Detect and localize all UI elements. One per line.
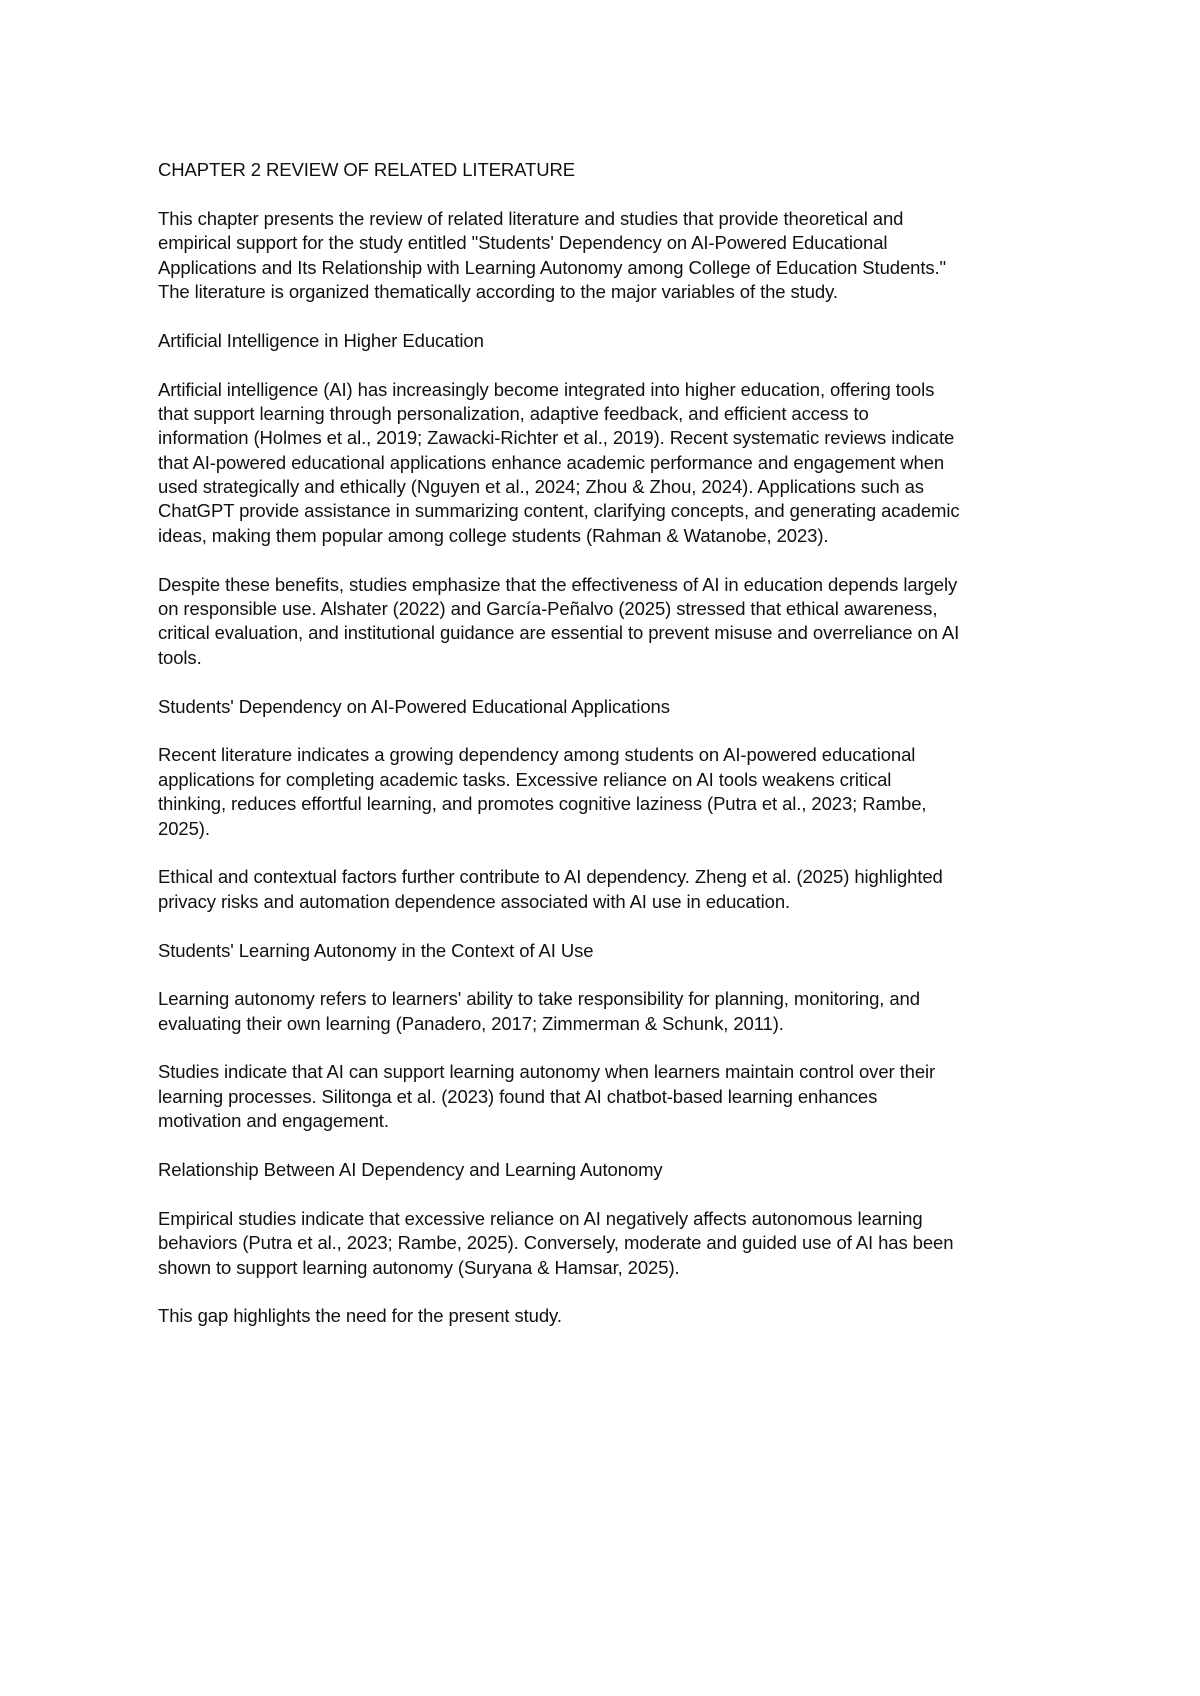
section-heading-text: Artificial Intelligence in Higher Education: [158, 329, 484, 351]
paragraph-line: learning processes. Silitonga et al. (2023) found that AI chatbot-based learning enhances: [158, 1085, 878, 1107]
paragraph-spacer: [158, 304, 1058, 328]
paragraph-line: on responsible use. Alshater (2022) and García-Peñalvo (2025) stressed that ethical awareness,: [158, 598, 938, 620]
paragraph-spacer: [158, 1134, 1058, 1158]
paragraph-spacer: [158, 353, 1058, 377]
paragraph-line: Artificial intelligence (AI) has increasingly become integrated into higher education, offering tools: [158, 378, 935, 400]
paragraph-line: Studies indicate that AI can support learning autonomy when learners maintain control over their: [158, 1061, 936, 1083]
paragraph-spacer: [158, 1280, 1058, 1304]
paragraph-spacer: [158, 914, 1058, 938]
paragraph-line: shown to support learning autonomy (Suryana & Hamsar, 2025).: [158, 1256, 680, 1278]
paragraph-spacer: [158, 1182, 1058, 1206]
paragraph-spacer: [158, 548, 1058, 572]
body-paragraph: [158, 743, 1058, 841]
document-body: [158, 158, 1058, 1329]
paragraph-line: ChatGPT provide assistance in summarizing content, clarifying concepts, and generating academic: [158, 500, 960, 522]
body-paragraph: [158, 1207, 1058, 1280]
body-paragraph: [158, 207, 1058, 305]
paragraph-line: behaviors (Putra et al., 2023; Rambe, 2025). Conversely, moderate and guided use of AI has been: [158, 1232, 954, 1254]
body-paragraph: [158, 987, 1058, 1036]
paragraph-line: Empirical studies indicate that excessive reliance on AI negatively affects autonomous learning: [158, 1207, 923, 1229]
paragraph-line: ideas, making them popular among college students (Rahman & Watanobe, 2023).: [158, 524, 829, 546]
section-heading: [158, 329, 1058, 353]
paragraph-line: The literature is organized thematically according to the major variables of the study.: [158, 280, 838, 302]
paragraph-line: tools.: [158, 646, 202, 668]
paragraph-line: This chapter presents the review of related literature and studies that provide theoretical and: [158, 207, 904, 229]
body-paragraph: [158, 573, 1058, 671]
paragraph-line: critical evaluation, and institutional guidance are essential to prevent misuse and overreliance on AI: [158, 622, 960, 644]
chapter-title: CHAPTER 2 REVIEW OF RELATED LITERATURE: [158, 159, 575, 180]
paragraph-line: evaluating their own learning (Panadero, 2017; Zimmerman & Schunk, 2011).: [158, 1012, 784, 1034]
paragraph-line: Applications and Its Relationship with Learning Autonomy among College of Education Students.": [158, 256, 947, 278]
body-paragraph: [158, 865, 1058, 914]
body-paragraph: [158, 1060, 1058, 1133]
paragraph-line: Despite these benefits, studies emphasize that the effectiveness of AI in education depends largely: [158, 573, 958, 595]
paragraph-spacer: [158, 1036, 1058, 1060]
paragraph-line: Recent literature indicates a growing dependency among students on AI-powered educational: [158, 744, 916, 766]
paragraph-line: motivation and engagement.: [158, 1110, 389, 1132]
section-heading-text: Students' Dependency on AI-Powered Educational Applications: [158, 695, 670, 717]
body-paragraph: [158, 1304, 1058, 1328]
paragraph-line: applications for completing academic tasks. Excessive reliance on AI tools weakens critical: [158, 768, 892, 790]
paragraph-spacer: [158, 670, 1058, 694]
paragraph-line: 2025).: [158, 817, 210, 839]
section-heading-text: Students' Learning Autonomy in the Context of AI Use: [158, 939, 594, 961]
section-heading-text: Relationship Between AI Dependency and Learning Autonomy: [158, 1159, 663, 1181]
paragraph-line: empirical support for the study entitled "Students' Dependency on AI-Powered Educational: [158, 232, 888, 254]
paragraph-spacer: [158, 182, 1058, 206]
paragraph-line: This gap highlights the need for the present study.: [158, 1305, 562, 1327]
paragraph-spacer: [158, 963, 1058, 987]
paragraph-line: privacy risks and automation dependence associated with AI use in education.: [158, 890, 791, 912]
section-heading: [158, 695, 1058, 719]
paragraph-spacer: [158, 719, 1058, 743]
section-heading: [158, 1158, 1058, 1182]
paragraph-spacer: [158, 841, 1058, 865]
paragraph-line: Ethical and contextual factors further contribute to AI dependency. Zheng et al. (2025) highlighted: [158, 866, 943, 888]
paragraph-line: that AI-powered educational applications enhance academic performance and engagement when: [158, 451, 945, 473]
paragraph-line: information (Holmes et al., 2019; Zawacki-Richter et al., 2019). Recent systematic reviews indicate: [158, 427, 955, 449]
body-paragraph: [158, 378, 1058, 549]
paragraph-line: thinking, reduces effortful learning, and promotes cognitive laziness (Putra et al., 2023; Rambe,: [158, 793, 927, 815]
paragraph-line: used strategically and ethically (Nguyen et al., 2024; Zhou & Zhou, 2024). Applications such as: [158, 476, 924, 498]
paragraph-line: that support learning through personalization, adaptive feedback, and efficient access to: [158, 402, 869, 424]
section-heading: [158, 939, 1058, 963]
paragraph-line: Learning autonomy refers to learners' ability to take responsibility for planning, monitoring, and: [158, 988, 920, 1010]
